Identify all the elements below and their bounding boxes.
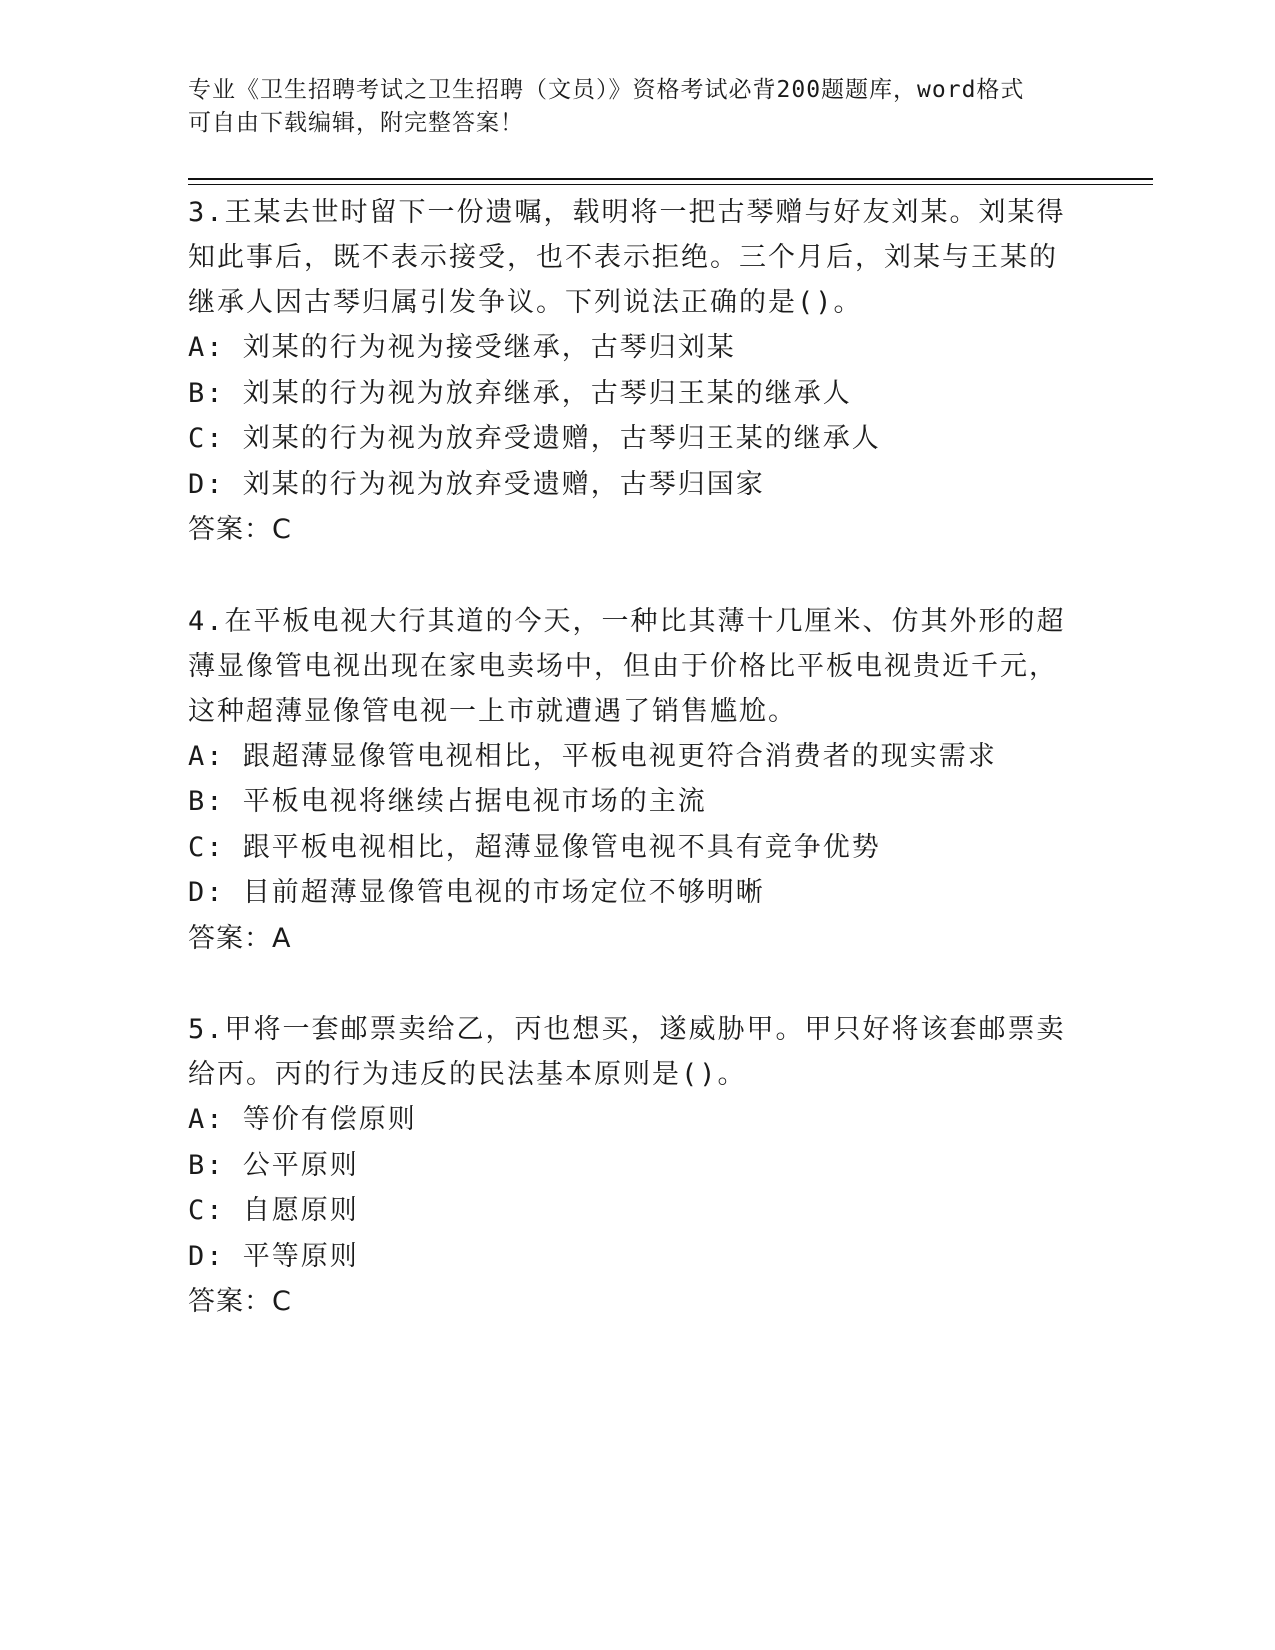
answer-line: 答案：C	[188, 514, 292, 545]
option-a: A: 跟超薄显像管电视相比，平板电视更符合消费者的现实需求	[188, 740, 997, 772]
option-a: A: 等价有偿原则	[188, 1104, 417, 1135]
header-line-2: 可自由下载编辑，附完整答案！	[188, 110, 524, 136]
question-stem-line: 继承人因古琴归属引发争议。下列说法正确的是()。	[188, 287, 863, 318]
option-a: A: 刘某的行为视为接受继承，古琴归刘某	[188, 332, 736, 363]
question-stem-line: 5.甲将一套邮票卖给乙，丙也想买，遂威胁甲。甲只好将该套邮票卖	[188, 1014, 1066, 1045]
question-5	[188, 1007, 1068, 1325]
question-stem-line: 这种超薄显像管电视一上市就遭遇了销售尴尬。	[188, 695, 797, 727]
question-stem-line: 4.在平板电视大行其道的今天，一种比其薄十几厘米、仿其外形的超	[188, 605, 1066, 637]
header-line-1: 专业《卫生招聘考试之卫生招聘（文员）》资格考试必背200题题库，word格式	[188, 77, 1025, 103]
header-divider-thick	[188, 178, 1153, 180]
question-4	[188, 599, 1068, 962]
option-d: D: 目前超薄显像管电视的市场定位不够明晰	[188, 877, 765, 908]
question-stem-line: 给丙。丙的行为违反的民法基本原则是()。	[188, 1059, 747, 1090]
option-b: B: 公平原则	[188, 1149, 359, 1181]
question-stem-line: 3.王某去世时留下一份遗嘱，载明将一把古琴赠与好友刘某。刘某得	[188, 197, 1066, 228]
answer-line: 答案：A	[188, 922, 292, 954]
option-b: B: 平板电视将继续占据电视市场的主流	[188, 786, 707, 817]
option-b: B: 刘某的行为视为放弃继承，古琴归王某的继承人	[188, 377, 852, 409]
answer-line: 答案：C	[188, 1286, 292, 1317]
header-divider-thin	[188, 184, 1153, 185]
option-d: D: 刘某的行为视为放弃受遗赠，古琴归国家	[188, 468, 765, 500]
option-c: C: 刘某的行为视为放弃受遗赠，古琴归王某的继承人	[188, 423, 881, 454]
option-c: C: 自愿原则	[188, 1195, 359, 1226]
option-d: D: 平等原则	[188, 1240, 359, 1272]
question-stem-line: 薄显像管电视出现在家电卖场中，但由于价格比平板电视贵近千元，	[188, 650, 1058, 682]
question-list	[188, 190, 1068, 1371]
document-header	[188, 74, 1068, 140]
option-c: C: 跟平板电视相比，超薄显像管电视不具有竞争优势	[188, 831, 881, 863]
question-3	[188, 190, 1068, 553]
question-stem-line: 知此事后，既不表示接受，也不表示拒绝。三个月后，刘某与王某的	[188, 242, 1058, 273]
